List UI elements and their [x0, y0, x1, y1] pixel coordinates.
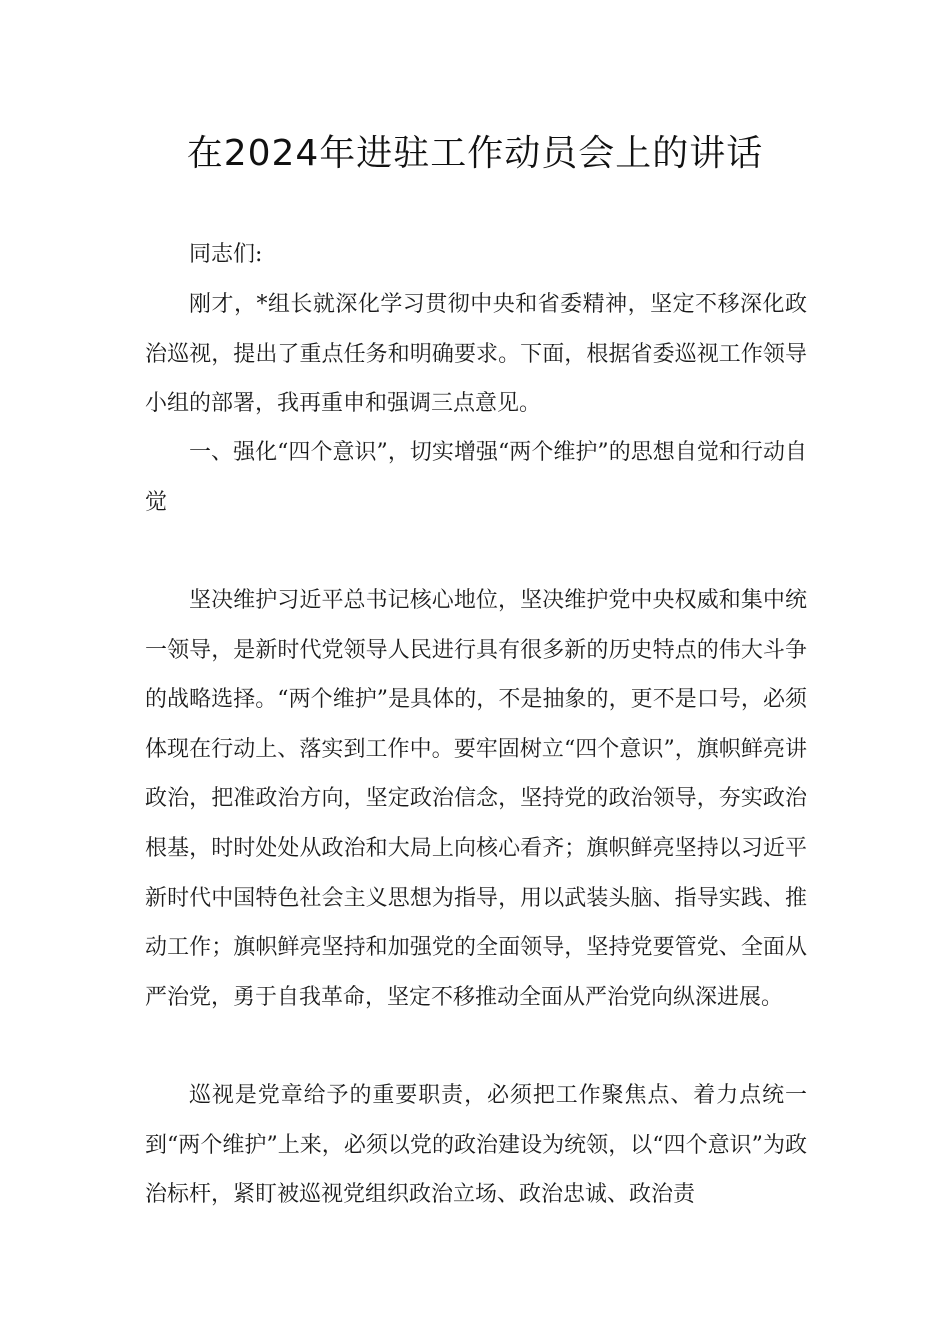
- paragraph-1: 坚决维护习近平总书记核心地位，坚决维护党中央权威和集中统一领导，是新时代党领导人民进行具有很多新的历史特点的伟大斗争的战略选择。“两个维护”是具体的，不是抽象的，更不是口号，必须体现在行动上、落实到工作中。要牢固树立“四个意识”，旗帜鲜亮讲政治，把准政治方向，坚定政治信念，坚持党的政治领导，夯实政治根基，时时处处从政治和大局上向核心看齐；旗帜鲜亮坚持以习近平新时代中国特色社会主义思想为指导，用以武装头脑、指导实践、推动工作；旗帜鲜亮坚持和加强党的全面领导，坚持党要管党、全面从严治党，勇于自我革命，坚定不移推动全面从严治党向纵深进展。: [145, 588, 807, 1010]
- paragraph-1-block: [145, 576, 807, 1022]
- salutation-block: [145, 230, 807, 280]
- paragraph-2: 巡视是党章给予的重要职责，必须把工作聚焦点、着力点统一到“两个维护”上来，必须以党的政治建设为统领，以“四个意识”为政治标杆，紧盯被巡视党组织政治立场、政治忠诚、政治责: [145, 1083, 807, 1208]
- paragraph-2-block: [145, 1071, 807, 1220]
- section-heading: 一、强化“四个意识”，切实增强“两个维护”的思想自觉和行动自觉: [145, 440, 807, 515]
- intro-paragraph: 刚才，*组长就深化学习贯彻中央和省委精神，坚定不移深化政治巡视，提出了重点任务和明确要求。下面，根据省委巡视工作领导小组的部署，我再重申和强调三点意见。: [145, 292, 807, 417]
- intro-block: [145, 280, 807, 429]
- document-title: 在2024年进驻工作动员会上的讲话: [186, 133, 764, 174]
- section-heading-block: [145, 428, 807, 527]
- salutation: 同志们:: [189, 242, 263, 267]
